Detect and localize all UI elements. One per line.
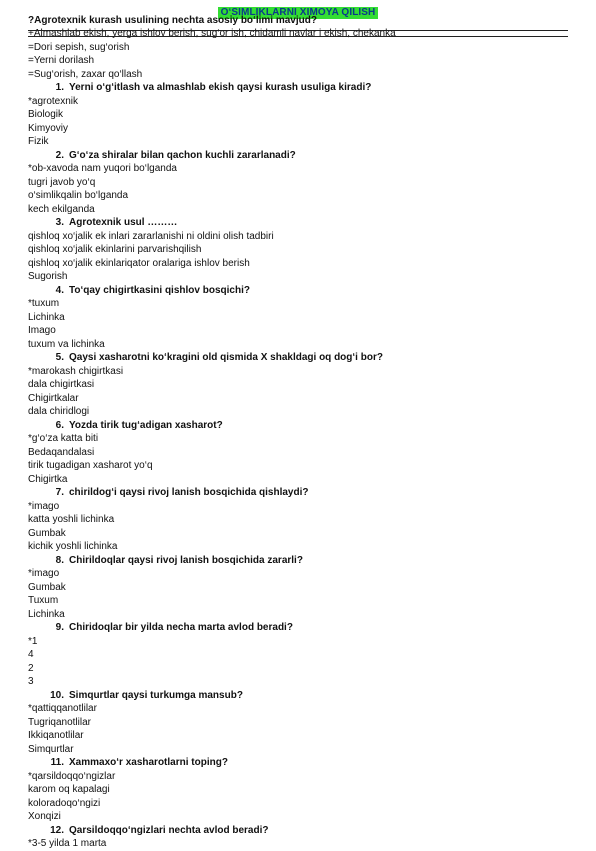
answer-option: Sugorish <box>28 271 68 282</box>
answer-option-correct: qishloq xo‘jalik ek inlari zararlanishi ni oldini olish tadbiri <box>28 230 274 242</box>
answer-option: Lichinka <box>28 608 65 620</box>
answer-option: karom oq kapalagi <box>28 784 110 795</box>
divider-line <box>28 30 568 31</box>
question-number: 6. <box>55 419 64 431</box>
answer-option: Fizik <box>28 136 49 147</box>
divider-line-double <box>28 36 568 37</box>
answer-option: tuxum va lichinka <box>28 338 105 350</box>
question-text: G‘o‘za shiralar bilan qachon kuchli zararlanadi? <box>69 149 296 161</box>
answer-option: Biologik <box>28 109 64 120</box>
question-number: 2. <box>55 149 64 161</box>
intro-answer: =Yerni dorilash <box>28 55 95 66</box>
answer-option: Xonqizi <box>28 811 61 822</box>
answer-option-correct: *1 <box>28 635 38 647</box>
answer-option: tirik tugadigan xasharot yo‘q <box>28 460 153 471</box>
answer-option: dala chigirtkasi <box>28 379 95 390</box>
intro-answer: =Sug‘orish, zaxar qo‘llash <box>28 68 143 80</box>
intro-answer-correct: +Almashlab ekish, yerga ishlov berish, sug‘or ish, chidamli navlar i ekish, chekanka <box>28 28 396 39</box>
question-text: chirildog‘i qaysi rivoj lanish bosqichida qishlaydi? <box>69 487 309 498</box>
answer-option: Gumbak <box>28 581 66 593</box>
answer-option: qishloq xo‘jalik ekinlariqator oralariga ishlov berish <box>28 257 250 269</box>
question-heading <box>28 621 568 635</box>
question-text: Qarsildoqqo‘ngizlari nechta avlod beradi? <box>69 824 269 836</box>
answer-option: tugri javob yo‘q <box>28 176 96 188</box>
answer-option: kech ekilganda <box>28 203 95 215</box>
question-text: Simqurtlar qaysi turkumga mansub? <box>69 689 243 701</box>
question-number: 1. <box>55 82 64 93</box>
answer-option: Kimyoviy <box>28 122 69 134</box>
answer-option-correct: *ob-xavoda nam yuqori bo‘lganda <box>28 163 177 174</box>
question-heading <box>28 81 568 95</box>
question-text: To‘qay chigirtkasini qishlov bosqichi? <box>69 284 250 296</box>
question-text: Chirildoqlar qaysi rivoj lanish bosqichida zararli? <box>69 554 303 566</box>
answer-option-correct: *qarsildoqqo‘ngizlar <box>28 770 116 782</box>
answer-option: Ikkiqanotlilar <box>28 730 84 741</box>
page-title: O‘SIMLIKLARNI XIMOYA QILISH <box>218 7 379 19</box>
answer-option: Tugriqanotlilar <box>28 716 91 728</box>
question-heading <box>28 351 568 365</box>
answer-option: kichik yoshli lichinka <box>28 541 118 552</box>
question-number: 9. <box>55 622 64 633</box>
question-heading <box>28 756 568 770</box>
answer-option: Gumbak <box>28 527 66 539</box>
answer-option: katta yoshli lichinka <box>28 514 115 525</box>
question-text: Yerni o‘g‘itlash va almashlab ekish qaysi kurash usuliga kiradi? <box>69 82 372 93</box>
answer-option: 4 <box>28 649 34 660</box>
question-text: Agrotexnik usul ……… <box>69 217 178 228</box>
question-number: 7. <box>55 487 64 498</box>
question-text: Xammaxo‘r xasharotlarni toping? <box>69 757 228 768</box>
answer-option: o‘simlikqalin bo‘lganda <box>28 190 129 201</box>
answer-option-correct: *imago <box>28 568 60 579</box>
answer-option: Imago <box>28 325 56 336</box>
question-number: 11. <box>50 757 64 768</box>
intro-answer: =Dori sepish, sug‘orish <box>28 41 130 53</box>
answer-option-correct: *g‘o‘za katta biti <box>28 433 99 444</box>
answer-option-correct: *marokash chigirtkasi <box>28 365 124 377</box>
answer-option: Bedaqandalasi <box>28 446 95 458</box>
answer-option-correct: *imago <box>28 500 60 512</box>
question-heading <box>28 419 568 433</box>
question-text: Qaysi xasharotni ko‘kragini old qismida X shakldagi oq dog‘i bor? <box>69 352 383 363</box>
answer-option: 3 <box>28 676 34 687</box>
answer-option: 2 <box>28 662 34 674</box>
question-text: Chiridoqlar bir yilda necha marta avlod beradi? <box>69 622 293 633</box>
question-heading <box>28 554 568 568</box>
answer-option: qishloq xo‘jalik ekinlarini parvarishqilish <box>28 244 202 255</box>
answer-option: koloradoqo‘ngizi <box>28 797 101 809</box>
question-heading <box>28 486 568 500</box>
question-number: 8. <box>55 554 64 566</box>
question-text: Yozda tirik tug‘adigan xasharot? <box>69 419 223 431</box>
question-heading <box>28 216 568 230</box>
answer-option-correct: *3-5 yilda 1 marta <box>28 838 107 849</box>
question-heading <box>28 689 568 703</box>
answer-option-correct: *tuxum <box>28 298 60 309</box>
question-number: 4. <box>55 284 64 296</box>
answer-option: Lichinka <box>28 311 65 323</box>
answer-option: dala chiridlogi <box>28 406 90 417</box>
answer-option: Chigirtka <box>28 473 68 485</box>
question-heading <box>28 284 568 298</box>
answer-option: Chigirtkalar <box>28 392 79 404</box>
intro-question: ?Agrotexnik kurash usulining nechta asosiy bo‘limi mavjud? <box>28 15 317 26</box>
answer-option: Tuxum <box>28 595 59 606</box>
question-list <box>28 41 568 851</box>
question-heading <box>28 824 568 838</box>
title-container <box>0 2 596 18</box>
answer-option: Simqurtlar <box>28 743 74 755</box>
question-number: 3. <box>55 217 64 228</box>
question-number: 5. <box>55 352 64 363</box>
question-heading <box>28 149 568 163</box>
question-number: 10. <box>50 689 64 701</box>
question-number: 12. <box>50 824 64 836</box>
answer-option-correct: *qattiqqanotlilar <box>28 703 97 714</box>
answer-option-correct: *agrotexnik <box>28 95 79 107</box>
